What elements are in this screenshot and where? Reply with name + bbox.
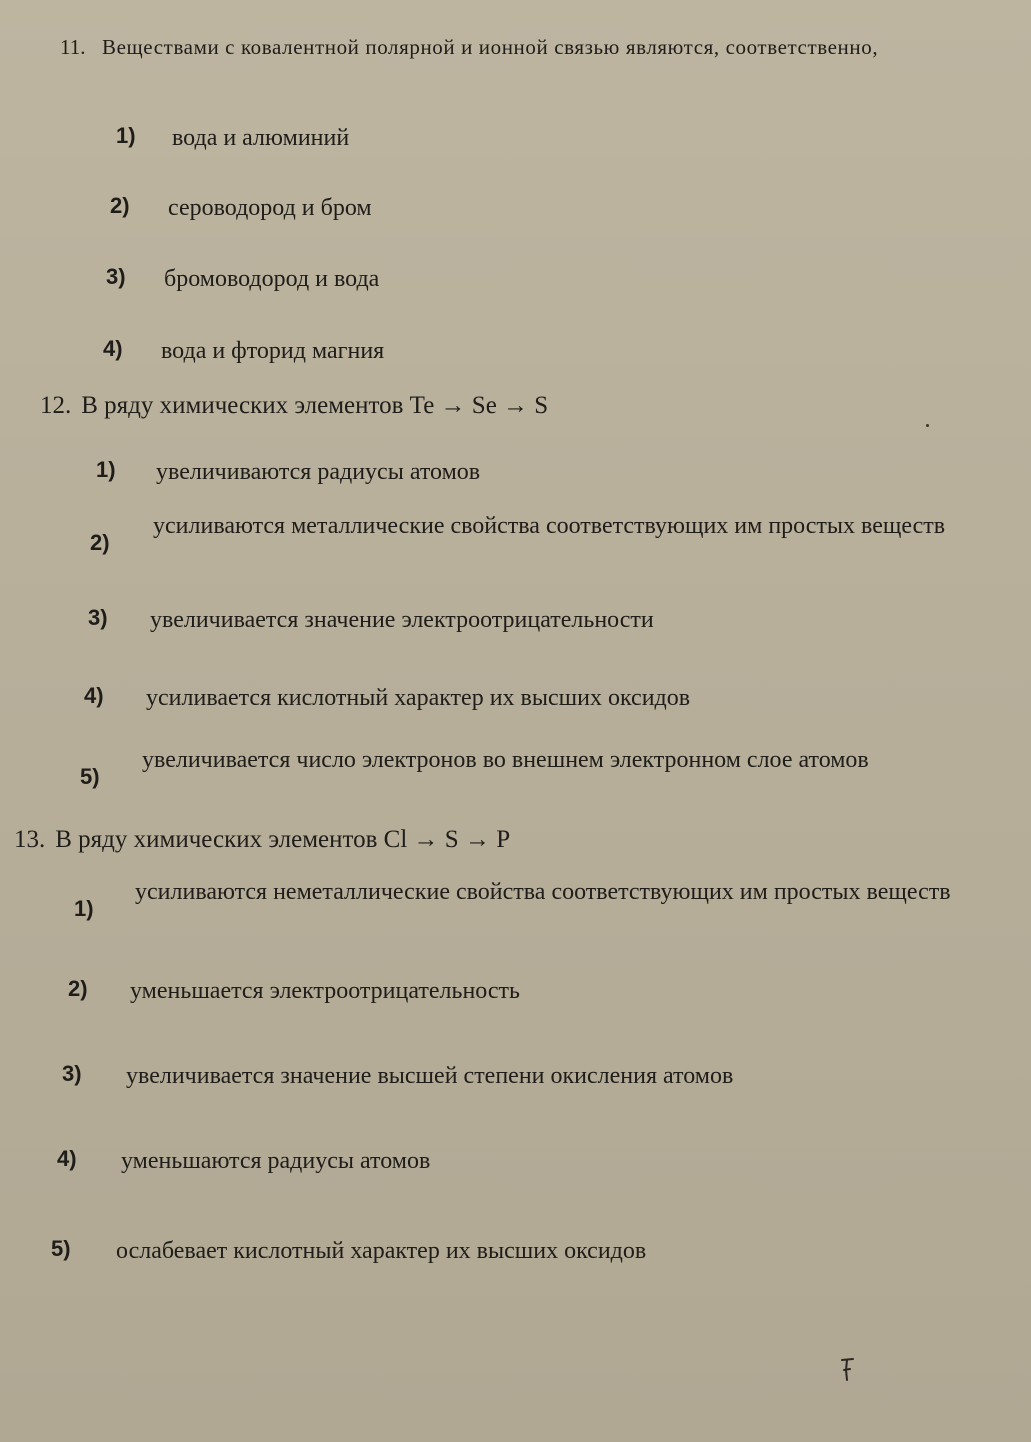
option-number: 1) [116, 123, 136, 148]
question-13-number: 13. [14, 826, 46, 853]
option-number: 3) [106, 264, 126, 289]
question-13-option-1 [74, 876, 996, 946]
question-13-option-5 [51, 1233, 851, 1267]
option-text: сероводород и бром [168, 195, 372, 221]
option-text: усиливается кислотный характер их высших оксидов [146, 685, 691, 711]
question-12-text: В ряду химических элементов Te → Se → S [81, 392, 549, 419]
question-13-option-4 [57, 1143, 757, 1177]
option-text: уменьшаются радиусы атомов [121, 1148, 431, 1174]
option-number: 5) [51, 1236, 71, 1261]
speck-mark [926, 424, 929, 427]
pen-mark-icon [838, 1356, 858, 1384]
option-text: вода и фторид магния [161, 338, 385, 364]
option-number: 4) [84, 683, 104, 708]
question-12-option-4 [84, 680, 844, 714]
option-number: 3) [62, 1061, 82, 1086]
question-11-number: 11. [60, 35, 86, 59]
option-number: 4) [57, 1146, 77, 1171]
question-13-option-2 [68, 973, 768, 1007]
option-number: 2) [110, 193, 130, 218]
option-number: 1) [74, 896, 94, 921]
option-text: увеличиваются радиусы атомов [156, 459, 481, 485]
question-12-option-3 [88, 602, 788, 636]
option-text: усиливаются неметаллические свойства соответствующих им простых веществ [135, 879, 951, 905]
question-11-option-3 [106, 261, 706, 295]
question-12-header [40, 391, 548, 421]
question-11-option-2 [110, 190, 710, 224]
option-text: вода и алюминий [172, 125, 350, 151]
question-12-number: 12. [40, 392, 72, 419]
option-number: 2) [90, 530, 110, 555]
question-13-text: В ряду химических элементов Cl → S → P [55, 826, 511, 853]
option-number: 4) [103, 336, 123, 361]
question-12-option-5 [80, 744, 990, 814]
option-number: 3) [88, 605, 108, 630]
option-number: 2) [68, 976, 88, 1001]
question-13-header [14, 825, 510, 855]
option-text: увеличивается число электронов во внешнем электронном слое атомов [142, 747, 869, 773]
option-text: усиливаются металлические свойства соответствующих им простых веществ [153, 513, 946, 539]
question-13-option-3 [62, 1058, 962, 1092]
option-text: уменьшается электроотрицательность [130, 978, 520, 1004]
option-number: 1) [96, 457, 116, 482]
question-11-option-4 [103, 333, 703, 367]
option-text: бромоводород и вода [164, 266, 380, 292]
question-12-option-2 [90, 510, 980, 580]
option-text: увеличивается значение высшей степени окисления атомов [126, 1063, 734, 1089]
question-11-text: Веществами с ковалентной полярной и ионной связью являются, соответственно, [102, 35, 879, 59]
question-11-option-1 [116, 120, 716, 154]
option-number: 5) [80, 764, 100, 789]
question-12-option-1 [96, 454, 796, 488]
option-text: ослабевает кислотный характер их высших оксидов [116, 1238, 647, 1264]
option-text: увеличивается значение электроотрицательности [150, 607, 654, 633]
